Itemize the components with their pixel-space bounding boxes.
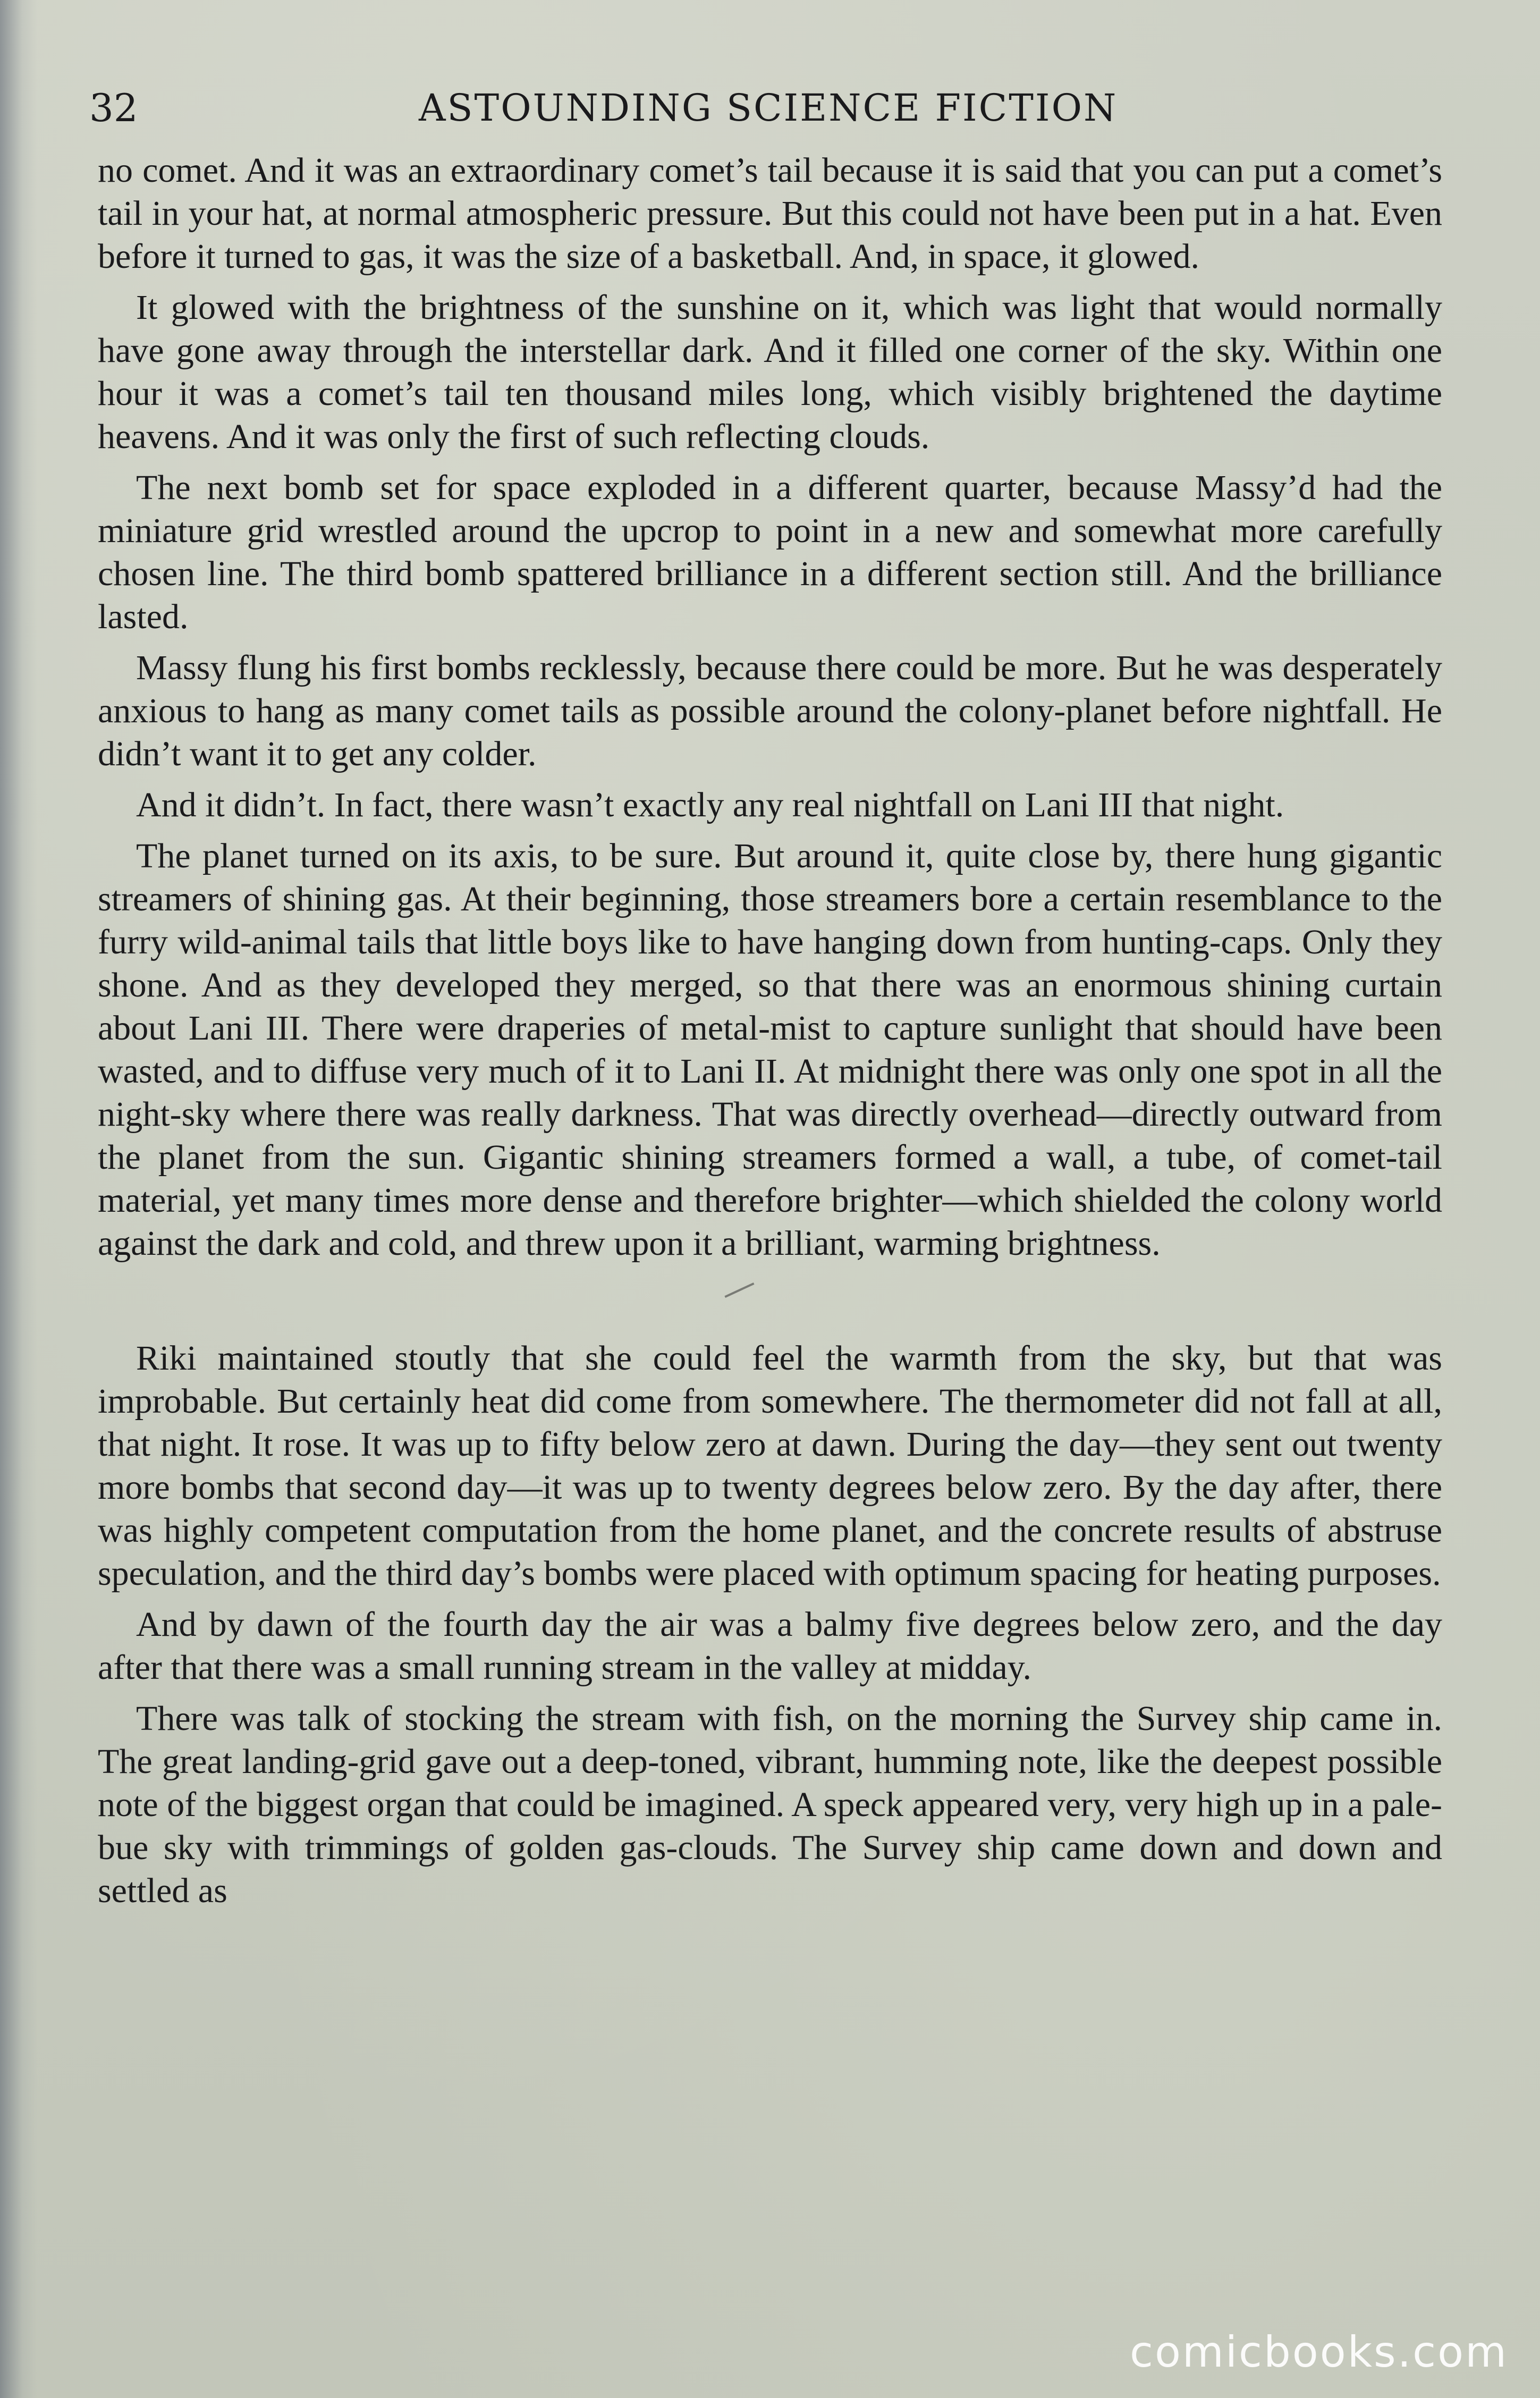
section-break <box>98 1273 1442 1337</box>
page-edge-shadow <box>0 0 37 2398</box>
page-header <box>89 79 1450 137</box>
running-head: ASTOUNDING SCIENCE FICTION <box>419 86 1118 130</box>
paragraph: The next bomb set for space exploded in a different quarter, because Massy’d had the miniature grid wrestled around the upcrop to point in a new and somewhat more carefully chosen line. The third bomb spattered brilliance in a different section still. And the brilliance lasted. <box>98 468 1442 636</box>
paragraph: And it didn’t. In fact, there wasn’t exactly any real nightfall on Lani III that night. <box>136 786 1284 824</box>
paragraph: It glowed with the brightness of the sunshine on it, which was light that would normally have gone away through the interstellar dark. And it filled one corner of the sky. Within one hour it was a comet’s tail ten thousand miles long, which visibly brightened the daytime heavens. And it was only the first of such reflecting clouds. <box>98 288 1442 456</box>
section-break-mark <box>724 1282 757 1304</box>
paragraph: The planet turned on its axis, to be sure. But around it, quite close by, there hung gigantic streamers of shining gas. At their beginning, those streamers bore a certain resemblance to the furry wild-animal tails that little boys like to have hanging down from hunting-caps. Only they shone. And as they developed they merged, so that there was an enormous shining curtain about Lani III. There were draperies of metal-mist to capture sunlight that should have been wasted, and to diffuse very much of it to Lani II. At midnight there was only one spot in all the night-sky where there was really darkness. That was directly overhead—directly outward from the planet from the sun. Gigantic shining streamers formed a wall, a tube, of comet-tail material, yet many times more dense and therefore brighter—which shielded the colony world against the dark and cold, and threw upon it a brilliant, warming brightness. <box>98 837 1442 1263</box>
paragraph: Massy flung his first bombs recklessly, because there could be more. But he was desperately anxious to hang as many comet tails as possible around the colony-planet before nightfall. He didn’t want it to get any colder. <box>98 648 1442 773</box>
paragraph: Riki maintained stoutly that she could feel the warmth from the sky, but that was improbable. But certainly heat did come from somewhere. The thermometer did not fall at all, that night. It rose. It was up to fifty below zero at dawn. During the day—they sent out twenty more bombs that second day—it was up to twenty degrees below zero. By the day after, there was highly competent computation from the home planet, and the concrete results of abstruse speculation, and the third day’s bombs were placed with optimum spacing for heating purposes. <box>98 1339 1442 1593</box>
paragraph: There was talk of stocking the stream with fish, on the morning the Survey ship came in. The great landing-grid gave out a deep-toned, vibrant, humming note, like the deepest possible note of the biggest organ that could be imagined. A speck appeared very, very high up in a pale-bue sky with trimmings of golden gas-clouds. The Survey ship came down and down and settled as <box>98 1699 1442 1910</box>
page-number: 32 <box>89 86 138 130</box>
paragraph: no comet. And it was an extraordinary comet’s tail because it is said that you can put a comet’s tail in your hat, at normal atmospheric pressure. But this could not have been put in a hat. Even before it turned to gas, it was the size of a basketball. And, in space, it glowed. <box>98 151 1442 276</box>
body-text <box>98 149 1442 1920</box>
paragraph: And by dawn of the fourth day the air was a balmy five degrees below zero, and the day after that there was a small running stream in the valley at midday. <box>98 1605 1442 1687</box>
watermark: comicbooks.com <box>1129 2327 1508 2377</box>
